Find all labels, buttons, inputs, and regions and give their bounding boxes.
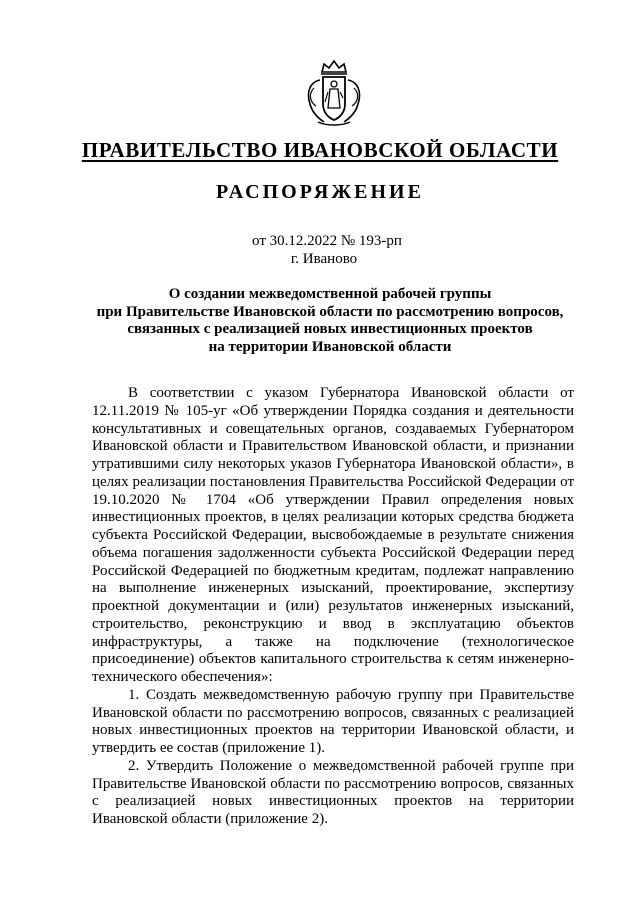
document-type: РАСПОРЯЖЕНИЕ — [216, 181, 424, 203]
document-city: г. Иваново — [290, 251, 358, 267]
body-paragraph-preamble: В соответствии с указом Губернатора Ивановской области от 12.11.2019 № 105-уг «Об утверждении Порядка создания и деятельности консультативных и совещательных органов, создаваемых Губернатором Ивановской области и Правительством Ивановской области, и признании утратившими силу некоторых указов Губернатора Ивановской области», в целях реализации постановления Правительства Российской Федерации от 19.10.2020 № 1704 «Об утверждении Правил определения новых инвестиционных проектов, в целях реализации которых средства бюджета субъекта Российской Федерации, высвобождаемые в результате снижения объема погашения задолженности субъекта Российской Федерации перед Российской Федерацией по бюджетным кредитам, подлежат направлению на выполнение инженерных изысканий, проектирование, экспертизу проектной документации и (или) результатов инженерных изысканий, строительство, реконструкцию и ввод в эксплуатацию объектов инфраструктуры, а также на подключение (технологическое присоединение) объектов капитального строительства к сетям инженерно-технического обеспечения»: — [92, 385, 574, 685]
document-date-number: от 30.12.2022 № 193-рп — [252, 233, 402, 249]
subject-line: О создании межведомственной рабочей группы — [168, 286, 492, 302]
ivanovo-coat-of-arms-icon — [298, 58, 370, 130]
document-body — [92, 385, 574, 829]
government-title: ПРАВИТЕЛЬСТВО ИВАНОВСКОЙ ОБЛАСТИ — [81, 138, 559, 162]
subject-line: при Правительстве Ивановской области по рассмотрению вопросов, — [96, 303, 564, 320]
subject-line: связанных с реализацией новых инвестиционных проектов — [127, 321, 533, 337]
document-subject — [80, 286, 580, 356]
body-paragraph-item-1: 1. Создать межведомственную рабочую группу при Правительстве Ивановской области по рассмотрению вопросов, связанных с реализацией новых инвестиционных проектов на территории Ивановской области, и утвердить ее состав (приложение 1). — [92, 686, 574, 756]
body-paragraph-item-2: 2. Утвердить Положение о межведомственной рабочей группе при Правительстве Ивановской области по рассмотрению вопросов, связанных с реализацией новых инвестиционных проектов на территории Ивановской области (приложение 2). — [92, 757, 574, 827]
subject-line: на территории Ивановской области — [208, 338, 452, 355]
